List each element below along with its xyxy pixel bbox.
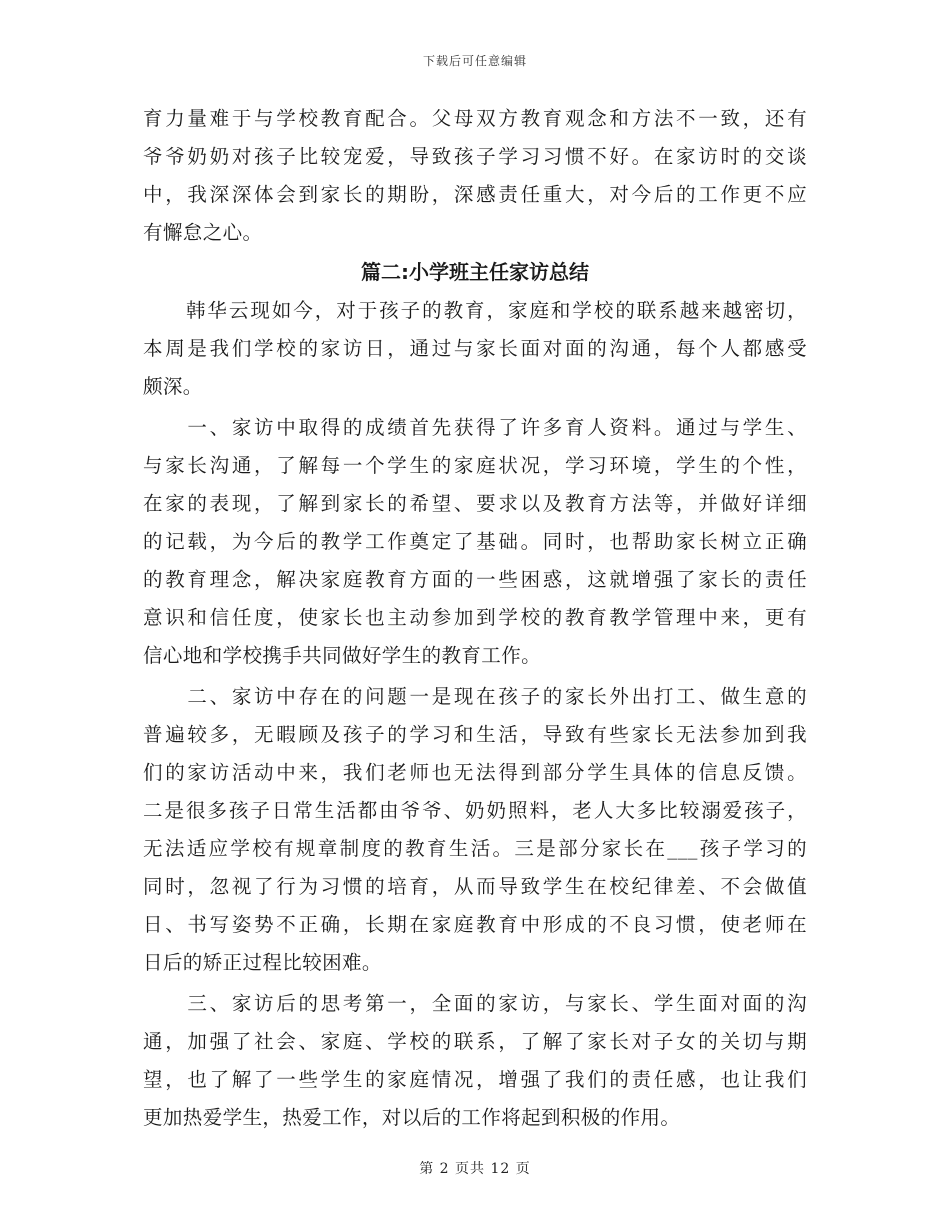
paragraph-achievements (143, 409, 807, 675)
text-line: 意识和信任度，使家长也主动参加到学校的教育教学管理中来，更有 (143, 606, 807, 629)
text-line: 同时，忽视了行为习惯的培育，从而导致学生在校纪律差、不会做值 (143, 875, 807, 898)
text-line: 颇深。 (143, 375, 203, 398)
intro-paragraph (143, 100, 807, 252)
paragraph-reflections (143, 985, 807, 1137)
text-line: 们的家访活动中来，我们老师也无法得到部分学生具体的信息反馈。 (143, 761, 807, 784)
text-line: 二是很多孩子日常生活都由爷爷、奶奶照料，老人大多比较溺爱孩子， (143, 799, 807, 822)
page-header: 下载后可任意编辑 (422, 54, 527, 68)
text-line: 无法适应学校有规章制度的教育生活。三是部分家长在___孩子学习的 (143, 837, 807, 860)
text-line: 在家的表现，了解到家长的希望、要求以及教育方法等，并做好详细 (143, 492, 807, 515)
text-line: 二、家访中存在的问题一是现在孩子的家长外出打工、做生意的 (143, 685, 807, 708)
paragraph-problems (143, 678, 807, 982)
text-line: 三、家访后的思考第一，全面的家访，与家长、学生面对面的沟 (143, 992, 807, 1015)
text-line: 育力量难于与学校教育配合。父母双方教育观念和方法不一致，还有 (143, 107, 807, 130)
text-line: 望，也了解了一些学生的家庭情况，增强了我们的责任感，也让我们 (143, 1068, 807, 1091)
text-line: 爷爷奶奶对孩子比较宠爱，导致孩子学习习惯不好。在家访时的交谈 (143, 145, 807, 168)
text-line: 中，我深深体会到家长的期盼，深感责任重大，对今后的工作更不应 (143, 183, 807, 206)
text-line: 更加热爱学生，热爱工作，对以后的工作将起到积极的作用。 (143, 1106, 681, 1129)
text-line: 的教育理念，解决家庭教育方面的一些困惑，这就增强了家长的责任 (143, 568, 807, 591)
text-line: 通，加强了社会、家庭、学校的联系，了解了家长对子女的关切与期 (143, 1030, 807, 1053)
text-line: 与家长沟通，了解每一个学生的家庭状况，学习环境，学生的个性， (143, 454, 807, 477)
text-line: 日、书写姿势不正确，长期在家庭教育中形成的不良习惯，使老师在 (143, 913, 807, 936)
document-body (143, 100, 807, 1137)
text-line: 一、家访中取得的成绩首先获得了许多育人资料。通过与学生、 (143, 416, 807, 439)
text-line: 韩华云现如今，对于孩子的教育，家庭和学校的联系越来越密切， (143, 299, 807, 322)
text-line: 的记载，为今后的教学工作奠定了基础。同时，也帮助家长树立正确 (143, 530, 807, 553)
page-footer: 第 2 页共 12 页 (419, 1161, 531, 1177)
section-heading: 篇二:小学班主任家访总结 (361, 260, 589, 284)
paragraph-opening (143, 292, 807, 406)
text-line: 本周是我们学校的家访日，通过与家长面对面的沟通，每个人都感受 (143, 337, 807, 360)
text-line: 有懈怠之心。 (143, 221, 263, 244)
text-line: 信心地和学校携手共同做好学生的教育工作。 (143, 644, 542, 667)
text-line: 普遍较多，无暇顾及孩子的学习和生活，导致有些家长无法参加到我 (143, 723, 807, 746)
text-line: 日后的矫正过程比较困难。 (143, 951, 382, 974)
